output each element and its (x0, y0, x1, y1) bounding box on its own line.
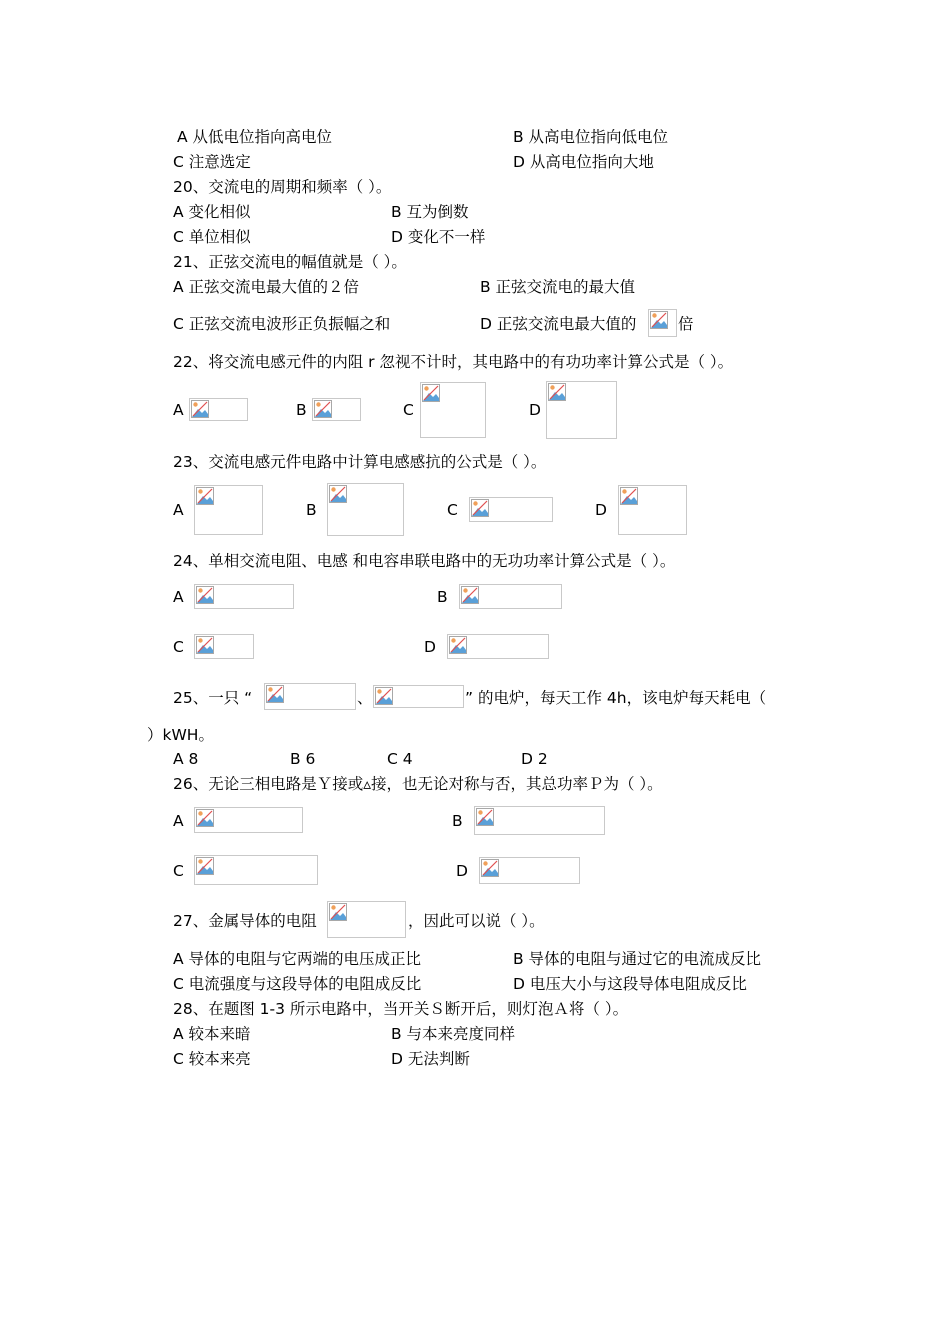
q24-option-c-image (194, 634, 254, 659)
q25-option-c: C 4 (387, 750, 413, 768)
q23-option-d: D (595, 501, 607, 519)
broken-image-icon (476, 808, 494, 826)
q23-option-c: C (447, 501, 458, 519)
q27-stem-start: 27、金属导体的电阻 (173, 912, 317, 930)
q25-rating-image-2 (373, 685, 464, 708)
broken-image-icon (196, 636, 214, 654)
q23-option-a-image (194, 485, 263, 535)
broken-image-icon (191, 400, 209, 418)
q21-option-a: A 正弦交流电最大值的２倍 (173, 278, 360, 296)
q24-stem: 24、单相交流电阻、电感 和电容串联电路中的无功功率计算公式是（ ）。 (173, 552, 676, 570)
q21-option-d-suffix: 倍 (678, 315, 694, 333)
q19-option-a: A 从低电位指向高电位 (177, 128, 333, 146)
q26-option-c-image (194, 855, 318, 885)
broken-image-icon (266, 685, 284, 703)
q23-option-d-image (618, 485, 687, 535)
q26-option-b-image (474, 806, 605, 835)
broken-image-icon (461, 586, 479, 604)
q24-option-a-image (194, 584, 294, 609)
q27-stem-end: ，因此可以说（ ）。 (408, 912, 545, 930)
q27-formula-image (327, 901, 406, 938)
q22-option-a: A (173, 401, 184, 419)
q22-stem: 22、将交流电感元件的内阻 r 忽视不计时，其电路中的有功功率计算公式是（ ）。 (173, 353, 734, 371)
q22-option-c: C (403, 401, 414, 419)
q26-option-a: A (173, 812, 184, 830)
q25-rating-image-1 (264, 683, 356, 710)
q25-option-a: A 8 (173, 750, 199, 768)
q21-option-c: C 正弦交流电波形正负振幅之和 (173, 315, 391, 333)
q20-option-c: C 单位相似 (173, 228, 251, 246)
q25-option-d: D 2 (521, 750, 548, 768)
q24-option-b-image (459, 584, 562, 609)
q24-option-d-image (447, 634, 549, 659)
broken-image-icon (449, 636, 467, 654)
broken-image-icon (196, 857, 214, 875)
q25-option-b: B 6 (290, 750, 316, 768)
q28-stem: 28、在题图 1-3 所示电路中，当开关Ｓ断开后，则灯泡Ａ将（ ）。 (173, 1000, 629, 1018)
q21-option-d: D 正弦交流电最大值的 (480, 315, 637, 333)
broken-image-icon (375, 687, 393, 705)
q25-stem-end: ” 的电炉，每天工作 4h，该电炉每天耗电（ (465, 689, 767, 707)
q28-option-c: C 较本来亮 (173, 1050, 251, 1068)
q25-stem-continued: ）kWH。 (147, 726, 214, 744)
broken-image-icon (329, 903, 347, 921)
q26-option-d: D (456, 862, 468, 880)
q24-option-a: A (173, 588, 184, 606)
q26-option-a-image (194, 807, 303, 833)
q22-option-d-image (546, 381, 617, 439)
q28-option-a: A 较本来暗 (173, 1025, 251, 1043)
broken-image-icon (196, 586, 214, 604)
q24-option-b: B (437, 588, 448, 606)
q24-option-d: D (424, 638, 436, 656)
q26-option-d-image (479, 857, 580, 884)
broken-image-icon (481, 859, 499, 877)
q21-formula-image (648, 309, 677, 337)
q22-option-d: D (529, 401, 541, 419)
q23-option-a: A (173, 501, 184, 519)
q19-option-d: D 从高电位指向大地 (513, 153, 654, 171)
q20-option-b: B 互为倒数 (391, 203, 469, 221)
broken-image-icon (196, 487, 214, 505)
q26-option-c: C (173, 862, 184, 880)
broken-image-icon (471, 499, 489, 517)
broken-image-icon (650, 311, 668, 329)
q22-option-c-image (420, 382, 486, 438)
q21-option-b: B 正弦交流电的最大值 (480, 278, 636, 296)
q23-stem: 23、交流电感元件电路中计算电感感抗的公式是（ ）。 (173, 453, 547, 471)
q26-option-b: B (452, 812, 463, 830)
q22-option-b-image (312, 398, 361, 421)
q20-stem: 20、交流电的周期和频率（ ）。 (173, 178, 392, 196)
q20-option-d: D 变化不一样 (391, 228, 486, 246)
q23-option-b-image (327, 483, 404, 536)
q23-option-b: B (306, 501, 317, 519)
q28-option-d: D 无法判断 (391, 1050, 470, 1068)
q25-stem-start: 25、一只 “ (173, 689, 253, 707)
q19-option-c: C 注意选定 (173, 153, 251, 171)
broken-image-icon (422, 384, 440, 402)
q19-option-b: B 从高电位指向低电位 (513, 128, 669, 146)
q27-option-b: B 导体的电阻与通过它的电流成反比 (513, 950, 762, 968)
broken-image-icon (314, 400, 332, 418)
q27-option-c: C 电流强度与这段导体的电阻成反比 (173, 975, 422, 993)
q23-option-c-image (469, 497, 553, 522)
broken-image-icon (196, 809, 214, 827)
q26-stem: 26、无论三相电路是Ｙ接或▵接，也无论对称与否，其总功率Ｐ为（ ）。 (173, 775, 663, 793)
broken-image-icon (329, 485, 347, 503)
broken-image-icon (548, 383, 566, 401)
q25-separator: 、 (357, 689, 373, 707)
q27-option-d: D 电压大小与这段导体电阻成反比 (513, 975, 747, 993)
broken-image-icon (620, 487, 638, 505)
q27-option-a: A 导体的电阻与它两端的电压成正比 (173, 950, 422, 968)
q22-option-a-image (189, 398, 248, 421)
q24-option-c: C (173, 638, 184, 656)
q28-option-b: B 与本来亮度同样 (391, 1025, 516, 1043)
q22-option-b: B (296, 401, 307, 419)
q21-stem: 21、正弦交流电的幅值就是（ ）。 (173, 253, 407, 271)
q20-option-a: A 变化相似 (173, 203, 251, 221)
